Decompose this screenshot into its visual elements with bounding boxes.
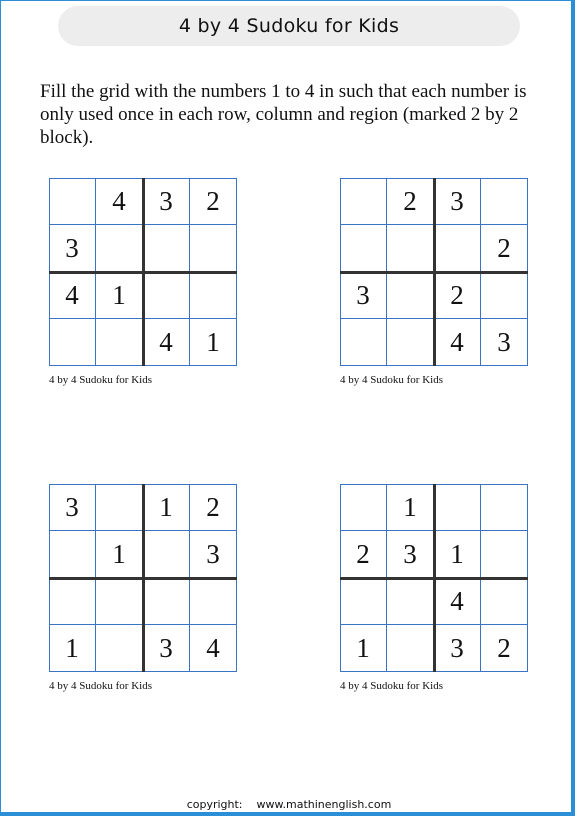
sudoku-cell: 4 bbox=[434, 319, 481, 366]
sudoku-cell[interactable] bbox=[434, 225, 481, 272]
sudoku-cell[interactable] bbox=[387, 578, 434, 625]
sudoku-cell[interactable] bbox=[143, 225, 190, 272]
sudoku-cell: 3 bbox=[481, 319, 528, 366]
sudoku-puzzle-4 bbox=[340, 484, 528, 692]
sudoku-cell[interactable] bbox=[190, 578, 237, 625]
sudoku-cell[interactable] bbox=[96, 625, 143, 672]
sudoku-cell[interactable] bbox=[387, 272, 434, 319]
sudoku-cell[interactable] bbox=[96, 484, 143, 531]
sudoku-cell[interactable] bbox=[481, 272, 528, 319]
sudoku-cell[interactable] bbox=[143, 531, 190, 578]
sudoku-cell[interactable] bbox=[143, 578, 190, 625]
puzzle-caption: 4 by 4 Sudoku for Kids bbox=[49, 374, 152, 386]
sudoku-cell: 3 bbox=[340, 272, 387, 319]
sudoku-cell: 2 bbox=[340, 531, 387, 578]
sudoku-cell[interactable] bbox=[190, 272, 237, 319]
page-title: 4 by 4 Sudoku for Kids bbox=[58, 6, 520, 46]
sudoku-cell: 3 bbox=[434, 178, 481, 225]
sudoku-cell[interactable] bbox=[96, 578, 143, 625]
sudoku-cell[interactable] bbox=[49, 319, 96, 366]
sudoku-cell: 2 bbox=[481, 625, 528, 672]
sudoku-cell: 3 bbox=[143, 178, 190, 225]
sudoku-cell: 3 bbox=[143, 625, 190, 672]
region-divider-horizontal bbox=[340, 577, 528, 580]
region-divider-horizontal bbox=[49, 577, 237, 580]
sudoku-grid bbox=[49, 484, 237, 672]
sudoku-cell: 4 bbox=[190, 625, 237, 672]
sudoku-cell[interactable] bbox=[340, 578, 387, 625]
puzzle-caption: 4 by 4 Sudoku for Kids bbox=[340, 680, 443, 692]
sudoku-cell: 1 bbox=[96, 272, 143, 319]
sudoku-grid bbox=[340, 484, 528, 672]
copyright-site: www.mathinenglish.com bbox=[256, 798, 392, 811]
sudoku-cell[interactable] bbox=[49, 178, 96, 225]
sudoku-puzzle-1 bbox=[49, 178, 237, 386]
sudoku-cell: 2 bbox=[190, 484, 237, 531]
sudoku-grid bbox=[49, 178, 237, 366]
sudoku-cell[interactable] bbox=[481, 484, 528, 531]
sudoku-cell[interactable] bbox=[340, 319, 387, 366]
sudoku-cell: 4 bbox=[143, 319, 190, 366]
sudoku-cell: 2 bbox=[387, 178, 434, 225]
sudoku-cell: 1 bbox=[190, 319, 237, 366]
sudoku-cell: 1 bbox=[143, 484, 190, 531]
sudoku-cell: 4 bbox=[49, 272, 96, 319]
sudoku-cell: 1 bbox=[96, 531, 143, 578]
sudoku-cell: 3 bbox=[49, 484, 96, 531]
sudoku-puzzle-2 bbox=[340, 178, 528, 386]
sudoku-cell[interactable] bbox=[190, 225, 237, 272]
sudoku-cell: 3 bbox=[387, 531, 434, 578]
sudoku-cell[interactable] bbox=[387, 225, 434, 272]
sudoku-cell[interactable] bbox=[143, 272, 190, 319]
puzzle-caption: 4 by 4 Sudoku for Kids bbox=[49, 680, 152, 692]
sudoku-cell[interactable] bbox=[49, 531, 96, 578]
sudoku-cell: 4 bbox=[434, 578, 481, 625]
sudoku-cell[interactable] bbox=[340, 484, 387, 531]
puzzle-caption: 4 by 4 Sudoku for Kids bbox=[340, 374, 443, 386]
sudoku-cell[interactable] bbox=[340, 225, 387, 272]
sudoku-cell[interactable] bbox=[49, 578, 96, 625]
sudoku-cell: 3 bbox=[434, 625, 481, 672]
sudoku-cell: 1 bbox=[340, 625, 387, 672]
sudoku-cell[interactable] bbox=[481, 578, 528, 625]
sudoku-cell: 2 bbox=[481, 225, 528, 272]
sudoku-cell[interactable] bbox=[387, 319, 434, 366]
sudoku-cell: 1 bbox=[387, 484, 434, 531]
sudoku-cell: 2 bbox=[190, 178, 237, 225]
sudoku-cell: 3 bbox=[190, 531, 237, 578]
sudoku-cell[interactable] bbox=[96, 319, 143, 366]
sudoku-cell: 4 bbox=[96, 178, 143, 225]
sudoku-cell[interactable] bbox=[96, 225, 143, 272]
sudoku-cell[interactable] bbox=[387, 625, 434, 672]
instructions-text: Fill the grid with the numbers 1 to 4 in such that each number is only used once in each row, column and region (marked 2 by 2 block). bbox=[40, 81, 527, 148]
sudoku-puzzle-3 bbox=[49, 484, 237, 692]
sudoku-cell: 1 bbox=[434, 531, 481, 578]
sudoku-cell: 2 bbox=[434, 272, 481, 319]
sudoku-cell: 3 bbox=[49, 225, 96, 272]
sudoku-cell[interactable] bbox=[340, 178, 387, 225]
sudoku-cell[interactable] bbox=[481, 531, 528, 578]
sudoku-cell[interactable] bbox=[434, 484, 481, 531]
region-divider-horizontal bbox=[49, 271, 237, 274]
region-divider-horizontal bbox=[340, 271, 528, 274]
sudoku-cell: 1 bbox=[49, 625, 96, 672]
sudoku-grid bbox=[340, 178, 528, 366]
sudoku-cell[interactable] bbox=[481, 178, 528, 225]
footer bbox=[0, 798, 578, 811]
copyright-label: copyright: bbox=[186, 798, 243, 811]
